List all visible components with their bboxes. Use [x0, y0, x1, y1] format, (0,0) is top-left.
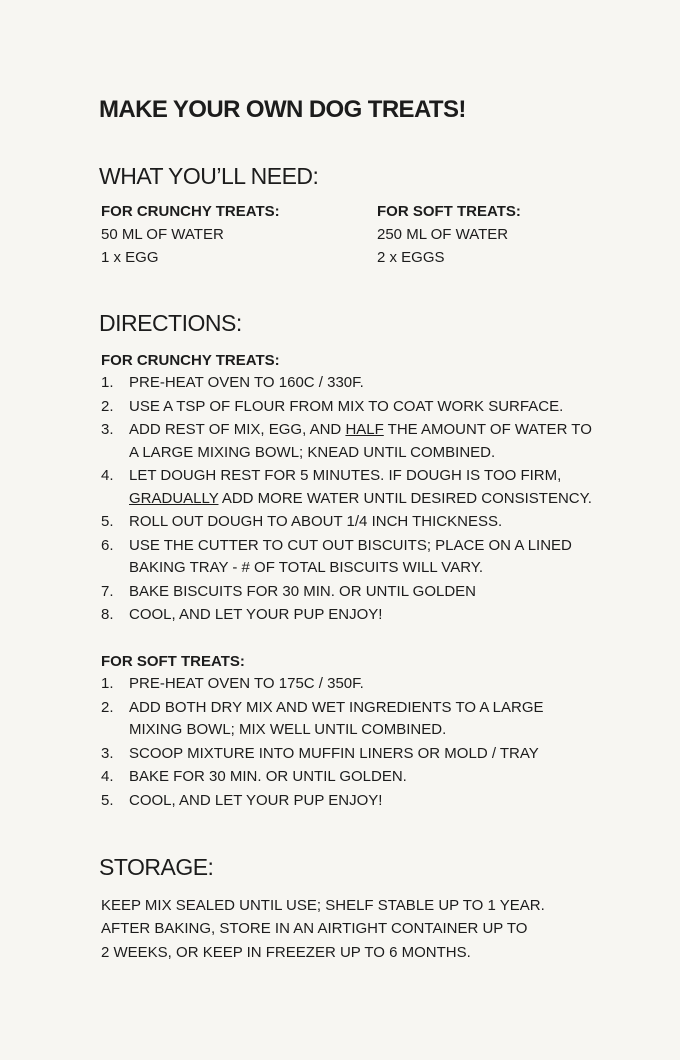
step-number: 2. — [101, 698, 114, 716]
step-text: COOL, AND LET YOUR PUP ENJOY! — [129, 791, 383, 809]
direction-step — [101, 396, 601, 419]
step-text: ADD REST OF MIX, EGG, AND — [129, 421, 346, 438]
step-text: COOL, AND LET YOUR PUP ENJOY! — [129, 606, 383, 623]
step-number: 1. — [101, 374, 114, 391]
step-number: 2. — [101, 397, 114, 415]
step-text-continued: ADD MORE WATER UNTIL DESIRED CONSISTENCY. — [218, 489, 592, 507]
storage-text — [101, 894, 641, 964]
direction-step — [101, 372, 601, 395]
step-number: 5. — [101, 791, 114, 809]
step-text: ROLL OUT DOUGH TO ABOUT 1/4 INCH THICKNESS. — [129, 513, 503, 530]
direction-step — [101, 604, 601, 627]
need-item: 1 x EGG — [101, 249, 159, 266]
step-text-continued: THE AMOUNT OF WATER TO A LARGE MIXING BOWL; KNEAD UNTIL COMBINED. — [129, 421, 592, 461]
direction-step — [101, 697, 561, 742]
direction-step — [101, 511, 601, 534]
crunchy-directions-heading: FOR CRUNCHY TREATS: — [101, 352, 280, 369]
need-item: 250 ML OF WATER — [377, 226, 509, 243]
crunchy-directions — [101, 349, 601, 628]
step-number: 5. — [101, 513, 114, 530]
directions-heading: DIRECTIONS: — [99, 310, 242, 336]
direction-step — [101, 743, 561, 766]
soft-needs-heading: FOR SOFT TREATS: — [377, 203, 521, 220]
storage-line: 2 WEEKS, OR KEEP IN FREEZER UP TO 6 MONTHS. — [101, 943, 471, 961]
needs-heading: WHAT YOU’LL NEED: — [99, 163, 319, 189]
direction-step — [101, 419, 601, 464]
crunchy-needs — [101, 200, 280, 269]
step-text: BAKE BISCUITS FOR 30 MIN. OR UNTIL GOLDEN — [129, 582, 477, 600]
step-text: ADD BOTH DRY MIX AND WET INGREDIENTS TO A LARGE MIXING BOWL; MIX WELL UNTIL COMBINED. — [129, 698, 544, 738]
direction-step — [101, 465, 601, 510]
soft-steps-list — [101, 673, 561, 812]
step-number: 1. — [101, 675, 114, 692]
soft-directions-heading: FOR SOFT TREATS: — [101, 653, 245, 670]
storage-heading: STORAGE: — [99, 854, 214, 880]
storage-line: AFTER BAKING, STORE IN AN AIRTIGHT CONTAINER UP TO — [101, 920, 528, 938]
soft-needs — [377, 200, 521, 269]
crunchy-needs-heading: FOR CRUNCHY TREATS: — [101, 203, 280, 220]
step-text: SCOOP MIXTURE INTO MUFFIN LINERS OR MOLD / TRAY — [129, 744, 539, 762]
step-number: 8. — [101, 606, 114, 623]
step-number: 7. — [101, 582, 114, 600]
direction-step — [101, 790, 561, 813]
step-text: LET DOUGH REST FOR 5 MINUTES. IF DOUGH IS TOO FIRM, — [129, 467, 562, 484]
need-item: 50 ML OF WATER — [101, 226, 224, 243]
direction-step — [101, 766, 561, 789]
step-emphasis: HALF — [345, 421, 384, 438]
crunchy-steps-list — [101, 372, 601, 627]
direction-step — [101, 673, 561, 696]
direction-step — [101, 535, 601, 580]
step-text: USE THE CUTTER TO CUT OUT BISCUITS; PLACE ON A LINED BAKING TRAY - # OF TOTAL BISCUITS WILL VARY. — [129, 536, 572, 576]
step-text: PRE-HEAT OVEN TO 175C / 350F. — [129, 675, 364, 692]
direction-step — [101, 581, 601, 604]
step-number: 3. — [101, 421, 114, 438]
step-text: PRE-HEAT OVEN TO 160C / 330F. — [129, 374, 364, 391]
step-text: BAKE FOR 30 MIN. OR UNTIL GOLDEN. — [129, 768, 407, 785]
step-number: 4. — [101, 768, 114, 785]
storage-line: KEEP MIX SEALED UNTIL USE; SHELF STABLE UP TO 1 YEAR. — [101, 897, 545, 914]
step-text: USE A TSP OF FLOUR FROM MIX TO COAT WORK SURFACE. — [129, 397, 564, 415]
step-number: 6. — [101, 536, 114, 554]
step-emphasis: GRADUALLY — [129, 489, 219, 507]
step-number: 4. — [101, 467, 114, 484]
step-number: 3. — [101, 744, 114, 762]
page-title: MAKE YOUR OWN DOG TREATS! — [99, 96, 466, 123]
need-item: 2 x EGGS — [377, 249, 445, 266]
soft-directions — [101, 650, 561, 813]
